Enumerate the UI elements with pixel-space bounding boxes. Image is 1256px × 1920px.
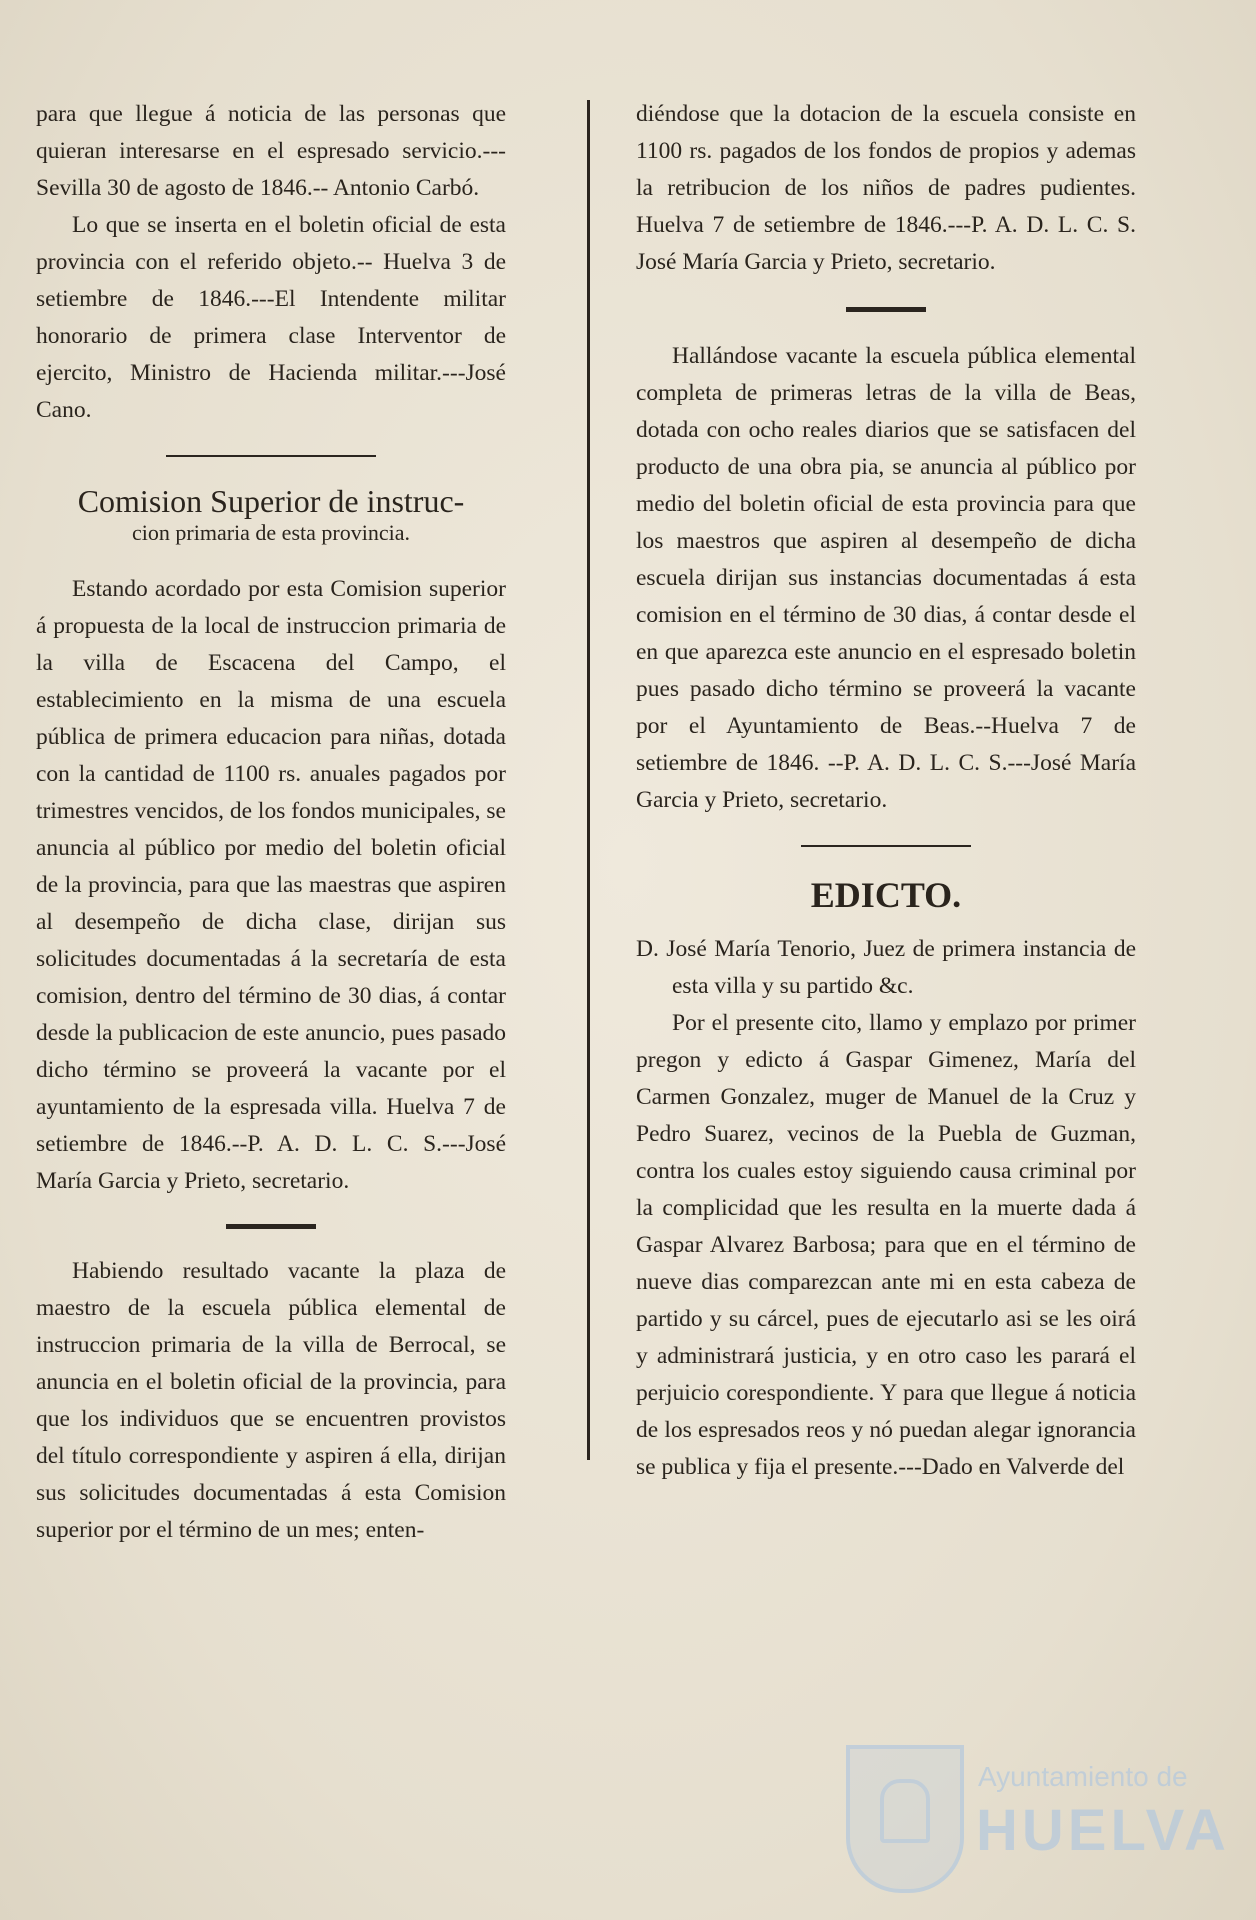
left-paragraph-1: para que llegue á noticia de las personas que quieran interesarse en el espresado servicio.---Sevilla 30 de agosto de 1846.-- Antonio Carbó.	[36, 101, 506, 201]
left-paragraph-3: Estando acordado por esta Comision superior á propuesta de la local de instruccion primaria de la villa de Escacena del Campo, el establecimiento en la misma de una escuela pública de primera educacion para niñas, dotada con la cantidad de 1100 rs. anuales pagados por trimestres vencidos, de los fondos municipales, se anuncia al público por medio del boletin oficial de la provincia, para que las maestras que aspiren al desempeño de dicha clase, dirijan sus solicitudes documentadas á la secretaría de esta comision, dentro del término de 30 dias, á contar desde la publicacion de este anuncio, pues pasado dicho término se proveerá la vacante por el ayuntamiento de la espresada villa. Huelva 7 de setiembre de 1846.--P. A. D. L. C. S.---José María Garcia y Prieto, secretario.	[36, 576, 506, 1194]
watermark-line-2: HUELVA	[976, 1798, 1230, 1863]
ayuntamiento-watermark	[838, 1745, 1230, 1895]
short-divider-rule	[226, 1224, 316, 1229]
coat-of-arms-icon	[846, 1745, 964, 1893]
left-column	[36, 96, 506, 1549]
right-paragraph-2: Hallándose vacante la escuela pública elemental completa de primeras letras de la villa de Beas, dotada con ocho reales diarios que se satisfacen del producto de una obra pia, se anuncia al público por medio del boletin oficial de esta provincia para que los maestros que aspiren al desempeño de dicha escuela dirijan sus instancias documentadas á esta comision en el término de 30 dias, á contar desde el en que aparezca este anuncio en el espresado boletin pues pasado dicho término se proveerá la vacante por el Ayuntamiento de Beas.--Huelva 7 de setiembre de 1846. --P. A. D. L. C. S.---José María Garcia y Prieto, secretario.	[636, 343, 1136, 813]
short-divider-rule-2	[846, 307, 926, 312]
edicto-divider-rule	[801, 845, 971, 847]
right-paragraph-1: diéndose que la dotacion de la escuela consiste en 1100 rs. pagados de los fondos de propios y ademas la retribucion de los niños de padres pudientes. Huelva 7 de setiembre de 1846.---P. A. D. L. C. S. José María Garcia y Prieto, secretario.	[636, 101, 1136, 275]
edicto-header-paragraph: D. José María Tenorio, Juez de primera instancia de esta villa y su partido &c.	[636, 936, 1136, 999]
section-divider-rule	[166, 455, 376, 457]
left-paragraph-2: Lo que se inserta en el boletin oficial de esta provincia con el referido objeto.-- Huelva 3 de setiembre de 1846.---El Intendente militar honorario de primera clase Interventor de ejercito, Ministro de Hacienda militar.---José Cano.	[36, 212, 506, 423]
section-title: Comision Superior de instruc-	[77, 483, 465, 519]
right-column	[636, 96, 1136, 1486]
edicto-title: EDICTO.	[810, 875, 962, 915]
left-paragraph-4: Habiendo resultado vacante la plaza de maestro de la escuela pública elemental de instruccion primaria de la villa de Berrocal, se anuncia en el boletin oficial de la provincia, para que los individuos que se encuentren provistos del título correspondiente y aspiren á ella, dirijan sus solicitudes documentadas á esta Comision superior por el término de un mes; enten-	[36, 1258, 506, 1543]
edicto-body-paragraph: Por el presente cito, llamo y emplazo por primer pregon y edicto á Gaspar Gimenez, María del Carmen Gonzalez, muger de Manuel de la Cruz y Pedro Suarez, vecinos de la Puebla de Guzman, contra los cuales estoy siguiendo causa criminal por la complicidad que les resulta en la muerte dada á Gaspar Alvarez Barbosa; para que en el término de nueve dias comparezcan ante mi en esta cabeza de partido y su cárcel, pues de ejecutarlo asi se les oirá y administrará justicia, y en otro caso les parará el perjuicio corespondiente. Y para que llegue á noticia de los espresados reos y nó puedan alegar ignorancia se publica y fija el presente.---Dado en Valverde del	[636, 1010, 1136, 1480]
section-subtitle: cion primaria de esta provincia.	[132, 520, 410, 545]
column-divider	[587, 100, 590, 1460]
watermark-line-1: Ayuntamiento de	[978, 1761, 1188, 1792]
